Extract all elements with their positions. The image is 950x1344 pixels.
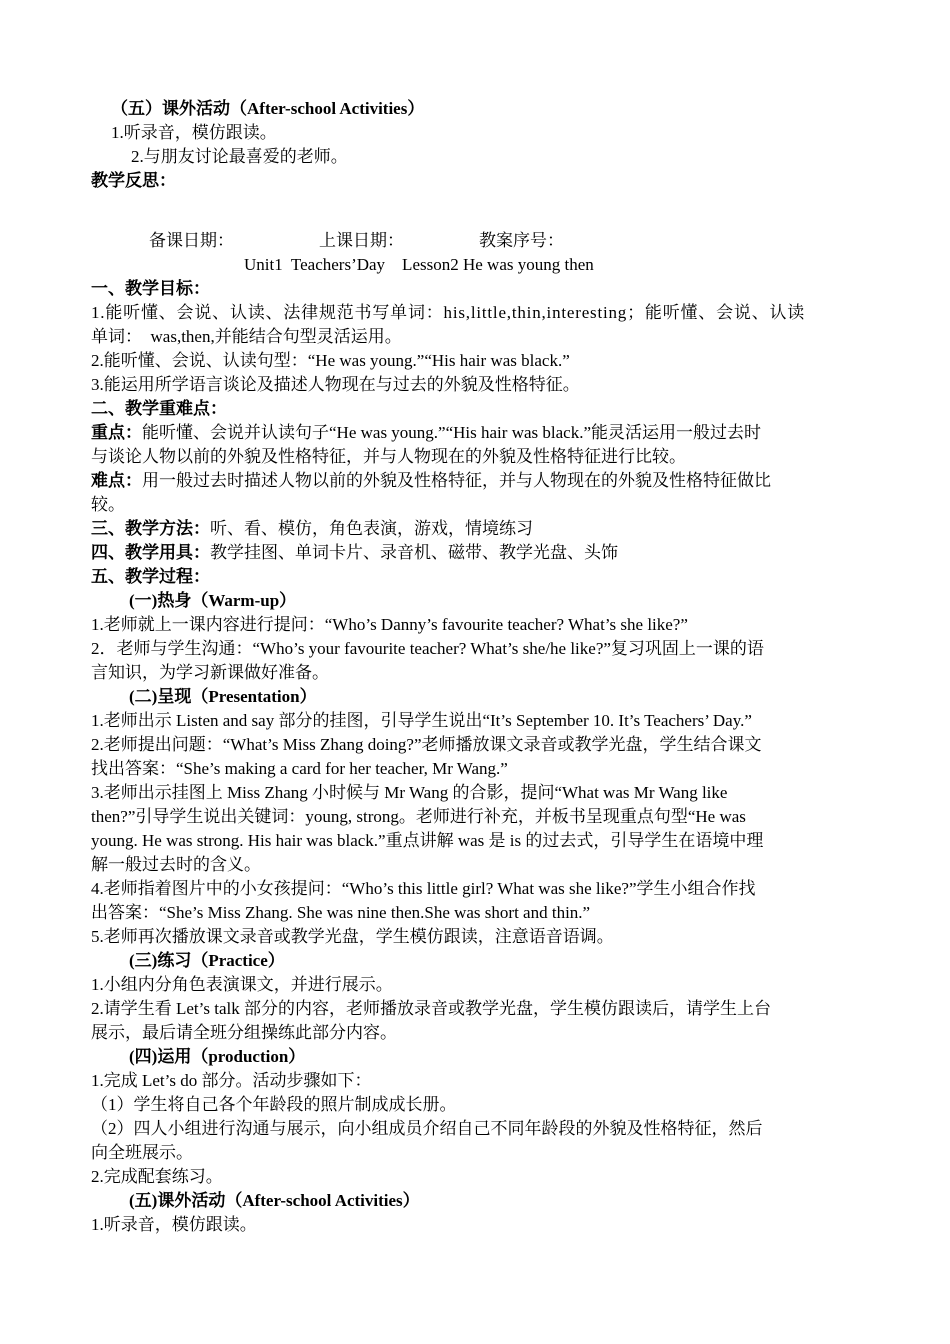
lesson-meta (91, 229, 859, 253)
paragraph-line: 2.完成配套练习。 (91, 1167, 223, 1186)
method-text: 听、看、模仿，角色表演，游戏，情境练习 (210, 519, 533, 538)
subsection-heading: (五)课外活动（After-school Activities） (129, 1191, 420, 1210)
difficulty-label: 难点： (91, 471, 142, 490)
paragraph-line: 解一般过去时的含义。 (91, 855, 261, 874)
prep-date-label: 备课日期： (149, 231, 234, 250)
activity-item: 1.听录音，模仿跟读。 (111, 123, 277, 142)
paragraph-line: then?”引导学生说出关键词：young, strong。老师进行补充，并板书呈现重点句型“He was (91, 807, 746, 826)
section-heading: 三、教学方法： (91, 519, 210, 538)
paragraph-line: 1.老师出示 Listen and say 部分的挂图，引导学生说出“It’s September 10. It’s Teachers’ Day.” (91, 711, 752, 730)
paragraph-line: 较。 (91, 495, 125, 514)
difficulty-line (91, 469, 859, 493)
difficulty-text: 用一般过去时描述人物以前的外貌及性格特征，并与人物现在的外貌及性格特征做比 (142, 471, 771, 490)
paragraph-line: 与谈论人物以前的外貌及性格特征，并与人物现在的外貌及性格特征进行比较。 (91, 447, 686, 466)
subsection-heading: (一)热身（Warm-up） (129, 591, 297, 610)
subsection-heading: (四)运用（production） (129, 1047, 306, 1066)
paragraph-line: 2.请学生看 Let’s talk 部分的内容，老师播放录音或教学光盘，学生模仿跟读后，请学生上台 (91, 999, 771, 1018)
paragraph-line: 4.老师指着图片中的小女孩提问：“Who’s this little girl? What was she like?”学生小组合作找 (91, 879, 756, 898)
paragraph-line: 1.小组内分角色表演课文，并进行展示。 (91, 975, 393, 994)
subsection-heading: (三)练习（Practice） (129, 951, 285, 970)
paragraph-line: （1）学生将自己各个年龄段的照片制成成长册。 (91, 1095, 457, 1114)
section-heading: （五）课外活动（After-school Activities） (111, 99, 425, 118)
paragraph-line: 找出答案：“She’s making a card for her teacher, Mr Wang.” (91, 759, 508, 778)
key-point-label: 重点： (91, 423, 142, 442)
paragraph-line: 3.老师出示挂图上 Miss Zhang 小时候与 Mr Wang 的合影，提问“What was Mr Wang like (91, 783, 728, 802)
class-date-label: 上课日期： (319, 231, 404, 250)
section-heading: 四、教学用具： (91, 543, 210, 562)
tools-line (91, 541, 859, 565)
paragraph-line: 5.老师再次播放课文录音或教学光盘，学生模仿跟读，注意语音语调。 (91, 927, 614, 946)
method-line (91, 517, 859, 541)
paragraph-line: young. He was strong. His hair was black.”重点讲解 was 是 is 的过去式，引导学生在语境中理 (91, 831, 764, 850)
tools-text: 教学挂图、单词卡片、录音机、磁带、教学光盘、头饰 (210, 543, 618, 562)
paragraph-line: 1.听录音，模仿跟读。 (91, 1215, 257, 1234)
paragraph-line: （2）四人小组进行沟通与展示，向小组成员介绍自己不同年龄段的外貌及性格特征，然后 (91, 1119, 763, 1138)
paragraph-line: 出答案：“She’s Miss Zhang. She was nine then.She was short and thin.” (91, 903, 591, 922)
plan-number-label: 教案序号： (479, 231, 564, 250)
reflection-heading: 教学反思： (91, 171, 176, 190)
paragraph-line: 向全班展示。 (91, 1143, 193, 1162)
subsection-heading: (二)呈现（Presentation） (129, 687, 317, 706)
paragraph-line: 言知识，为学习新课做好准备。 (91, 663, 329, 682)
document-page (91, 97, 859, 1237)
section-heading: 五、教学过程： (91, 567, 210, 586)
lesson-title: Unit1 Teachers’Day Lesson2 He was young then (244, 255, 594, 274)
paragraph-line: 1.完成 Let’s do 部分。活动步骤如下： (91, 1071, 372, 1090)
paragraph-line: 2.能听懂、会说、认读句型：“He was young.”“His hair was black.” (91, 351, 570, 370)
key-point-line (91, 421, 859, 445)
paragraph-line: 2.老师提出问题：“What’s Miss Zhang doing?”老师播放课文录音或教学光盘，学生结合课文 (91, 735, 762, 754)
paragraph-line: 2．老师与学生沟通：“Who’s your favourite teacher? What’s she/he like?”复习巩固上一课的语 (91, 639, 764, 658)
key-point-text: 能听懂、会说并认读句子“He was young.”“His hair was black.”能灵活运用一般过去时 (142, 423, 761, 442)
paragraph-line: 1.老师就上一课内容进行提问：“Who’s Danny’s favourite teacher? What’s she like?” (91, 615, 688, 634)
section-heading: 二、教学重难点： (91, 399, 227, 418)
paragraph-line: 1.能听懂、会说、认读、法律规范书写单词：his,little,thin,interesting；能听懂、会说、认读 (91, 303, 806, 322)
paragraph-line: 展示，最后请全班分组操练此部分内容。 (91, 1023, 397, 1042)
paragraph-line: 单词： was,then,并能结合句型灵活运用。 (91, 327, 402, 346)
activity-item: 2.与朋友讨论最喜爱的老师。 (131, 147, 348, 166)
paragraph-line: 3.能运用所学语言谈论及描述人物现在与过去的外貌及性格特征。 (91, 375, 580, 394)
section-heading: 一、教学目标： (91, 279, 210, 298)
